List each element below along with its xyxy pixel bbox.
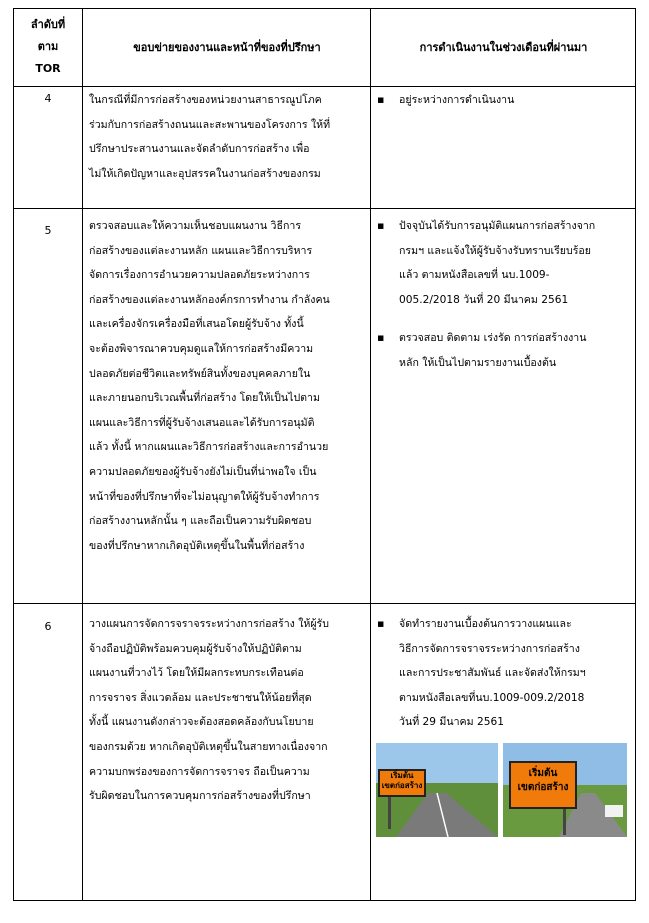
- sign-text-line1: เริ่มต้น: [390, 771, 414, 780]
- construction-zone-photo: [503, 743, 627, 837]
- construction-sign: [509, 761, 577, 809]
- column-divider: [370, 8, 371, 901]
- column-divider: [82, 8, 83, 901]
- row-number: 5: [44, 224, 52, 237]
- bullet-icon: ▪: [377, 219, 385, 232]
- row-number: 6: [44, 620, 52, 633]
- row-divider: [13, 208, 636, 209]
- header-tor-number: ลำดับที่ ตาม TOR: [30, 18, 66, 75]
- header-scope: ขอบข่ายของงานและหน้าที่ของที่ปรึกษา: [133, 41, 321, 54]
- header-progress: การดำเนินงานในช่วงเดือนที่ผ่านมา: [419, 41, 588, 54]
- construction-sign: [378, 769, 426, 797]
- table-border-right: [635, 8, 636, 901]
- row-divider: [13, 603, 636, 604]
- scope-text: วางแผนการจัดการจราจรระหว่างการก่อสร้าง ให้ผู้รับ จ้างถือปฏิบัติพร้อมควบคุมผู้รับจ้างให้ปฏิบัติตาม แผนงานที่วางไว้ โดยให้มีผลกระทบกระเทือนต่อ การจราจร สิ่งแวดล้อม และประชาชนให้น้อยที่สุด ทั้งนี้ แผนงานดังกล่าวจะต้องสอดคล้องกับนโยบาย ของกรมด้วย หากเกิดอุบัติเหตุขึ้นในสายทางเนื่องจาก ความบกพร่องของการจัดการจราจร ถือเป็นความ รับผิดชอบในการควบคุมการก่อสร้างของที่ปรึกษา: [89, 618, 329, 803]
- sign-text-line2: เขตก่อสร้าง: [381, 781, 423, 790]
- progress-text: จัดทำรายงานเบื้องต้นการวางแผนและ วิธีการจัดการจราจรระหว่างการก่อสร้าง และการประชาสัมพันธ์ และจัดส่งให้กรมฯ ตามหนังสือเลขที่นบ.1009-009.2/2018 วันที่ 29 มีนาคม 2561: [399, 618, 586, 729]
- construction-zone-photo: [376, 743, 498, 837]
- scope-text: ตรวจสอบและให้ความเห็นชอบแผนงาน วิธีการ ก่อสร้างของแต่ละงานหลัก แผนและวิธีการบริหาร จัดการเรื่องการอำนวยความปลอดภัยระหว่างการ ก่อสร้างของแต่ละงานหลักองค์กรการทำงาน กำลังคน และเครื่องจักรเครื่องมือที่เสนอโดยผู้รับจ้าง ทั้งนี้ จะต้องพิจารณาควบคุมดูแลให้การก่อสร้างมีความ ปลอดภัยต่อชีวิตและทรัพย์สินทั้งของบุคคลภายใน และภายนอกบริเวณพื้นที่ก่อสร้าง โดยให้เป็นไปตาม แผนและวิธีการที่ผู้รับจ้างเสนอและได้รับการอนุมัติ แล้ว ทั้งนี้ หากแผนและวิธีการก่อสร้างและการอำนวย ความปลอดภัยของผู้รับจ้างยังไม่เป็นที่น่าพอใจ เป็น หน้าที่ของที่ปรึกษาที่จะไม่อนุญาตให้ผู้รับจ้างทำการ ก่อสร้างงานหลักนั้น ๆ และถือเป็นความรับผิดชอบ ของที่ปรึกษาหากเกิดอุบัติเหตุขึ้นในพื้นที่ก่อสร้าง: [89, 220, 330, 552]
- progress-text: ปัจจุบันได้รับการอนุมัติแผนการก่อสร้างจาก กรมฯ และแจ้งให้ผู้รับจ้างรับทราบเรียบร้อย แล้ว ตามหนังสือเลขที่ นบ.1009- 005.2/2018 วันที่ 20 มีนาคม 2561: [399, 220, 596, 306]
- progress-text: อยู่ระหว่างการดำเนินงาน: [399, 94, 515, 106]
- bullet-icon: ▪: [377, 331, 385, 344]
- header-divider: [13, 86, 636, 87]
- sign-text-line1: เริ่มต้น: [528, 768, 558, 779]
- sign-text-line2: เขตก่อสร้าง: [517, 782, 569, 793]
- row-number: 4: [44, 92, 52, 105]
- table-border-left: [13, 8, 14, 901]
- bullet-icon: ▪: [377, 93, 385, 106]
- report-table: [13, 8, 636, 901]
- bullet-icon: ▪: [377, 617, 385, 630]
- scope-text: ในกรณีที่มีการก่อสร้างของหน่วยงานสาธารณูปโภค ร่วมกับการก่อสร้างถนนและสะพานของโครงการ ให้ที่ ปรึกษาประสานงานและจัดลำดับการก่อสร้าง เพื่อ ไม่ให้เกิดปัญหาและอุปสรรคในงานก่อสร้างของกรม: [89, 94, 331, 180]
- progress-text: ตรวจสอบ ติดตาม เร่งรัด การก่อสร้างงาน หลัก ให้เป็นไปตามรายงานเบื้องต้น: [399, 332, 587, 369]
- table-border-bottom: [13, 900, 636, 901]
